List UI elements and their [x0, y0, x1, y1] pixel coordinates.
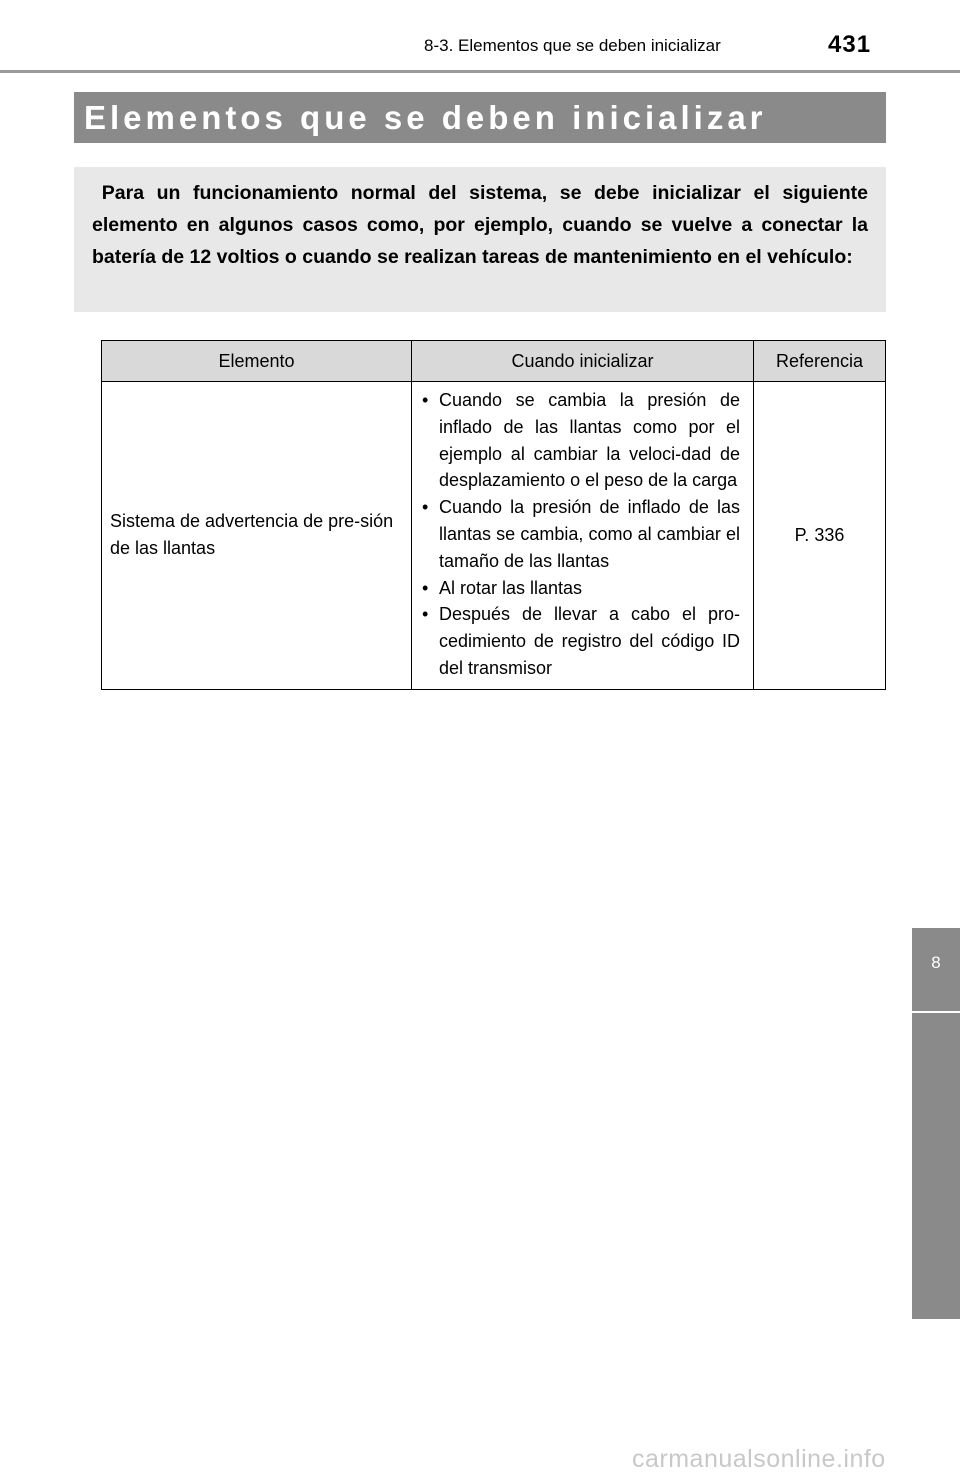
table-header-row — [102, 341, 886, 382]
intro-text: Para un funcionamiento normal del sistema, se debe inicializar el siguiente elemento en algunos casos como, por ejemplo, cuando se vuelve a conectar la batería de 12 voltios o cuando se realizan tareas de mantenimiento en el vehículo: — [92, 182, 868, 268]
bullet-icon: • — [422, 390, 429, 410]
header-divider — [0, 70, 960, 73]
list-item-text: Cuando la presión de inflado de las llantas se cambia, como al cambiar el tamaño de las llantas — [439, 497, 740, 571]
cell-reference: P. 336 — [754, 382, 886, 690]
column-header-reference: Referencia — [754, 341, 886, 382]
page-number: 431 — [828, 31, 872, 58]
list-item — [420, 494, 740, 574]
column-header-when: Cuando inicializar — [412, 341, 754, 382]
list-item-text: Al rotar las llantas — [439, 577, 583, 598]
watermark: carmanualsonline.info — [632, 1445, 886, 1473]
side-tab-divider — [912, 1011, 960, 1013]
list-item — [420, 575, 740, 602]
list-item — [420, 387, 740, 494]
list-item — [420, 601, 740, 681]
intro-box — [74, 167, 886, 312]
chapter-side-tab[interactable] — [912, 928, 960, 1319]
section-header: 8-3. Elementos que se deben inicializar — [424, 36, 721, 55]
chapter-number: 8 — [931, 953, 941, 972]
list-item-text: Después de llevar a cabo el pro-cedimiento de registro del código ID del transmisor — [439, 604, 740, 678]
bullet-icon: • — [422, 604, 429, 625]
bullet-icon: • — [422, 577, 429, 598]
items-table — [101, 340, 886, 690]
page-title: Elementos que se deben inicializar — [84, 98, 767, 136]
list-item-text: Cuando se cambia la presión de inflado de las llantas como por el ejemplo al cambiar la veloci-dad de desplazamiento o el peso de la carga — [439, 390, 740, 491]
chapter-label: Especificaciones del vehículo — [15, 1024, 34, 1248]
cell-item: Sistema de advertencia de pre-sión de las llantas — [102, 382, 412, 690]
column-header-item: Elemento — [102, 341, 412, 382]
page-title-bar — [74, 92, 886, 143]
when-list — [420, 387, 740, 682]
bullet-icon: • — [422, 497, 429, 518]
cell-when — [412, 382, 754, 690]
table-row — [102, 382, 886, 690]
